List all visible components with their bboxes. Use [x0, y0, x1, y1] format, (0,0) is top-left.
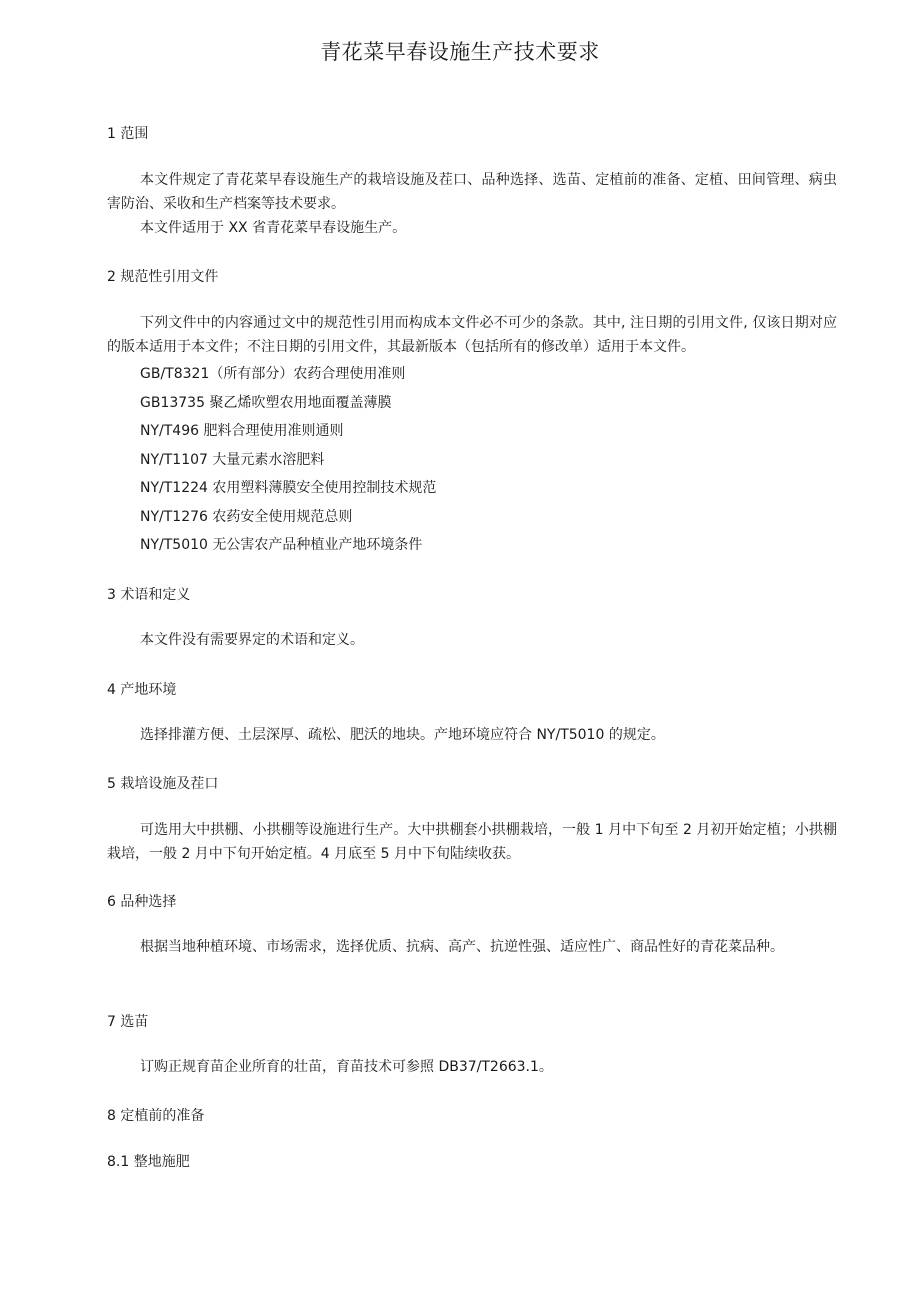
section-heading-preparation: 8 定植前的准备 [107, 1108, 205, 1124]
reference-item: NY/T1224 农用塑料薄膜安全使用控制技术规范 [140, 480, 437, 496]
section-heading-variety: 6 品种选择 [107, 894, 177, 910]
reference-item: NY/T496 肥料合理使用准则通则 [140, 423, 344, 439]
seedling-paragraph: 订购正规育苗企业所育的壮苗，育苗技术可参照 DB37/T2663.1。 [140, 1059, 553, 1075]
subsection-heading-soil-fertilization: 8.1 整地施肥 [107, 1154, 190, 1170]
terms-paragraph: 本文件没有需要界定的术语和定义。 [140, 632, 364, 648]
normative-references-paragraph: 下列文件中的内容通过文中的规范性引用而构成本文件必不可少的条款。其中, 注日期的引用文件, 仅该日期对应的版本适用于本文件；不注日期的引用文件，其最新版本（包括所有的修改单）适用于本文件。 [107, 315, 837, 355]
reference-item: NY/T5010 无公害农产品种植业产地环境条件 [140, 537, 423, 553]
scope-applicability: 本文件适用于 XX 省青花菜早春设施生产。 [140, 220, 407, 236]
variety-paragraph: 根据当地种植环境、市场需求，选择优质、抗病、高产、抗逆性强、适应性广、商品性好的青花菜品种。 [140, 939, 784, 955]
section-heading-normative-references: 2 规范性引用文件 [107, 269, 219, 285]
section-heading-environment: 4 产地环境 [107, 682, 177, 698]
section-heading-terms: 3 术语和定义 [107, 587, 191, 603]
section-heading-facilities: 5 栽培设施及茬口 [107, 776, 219, 792]
facilities-paragraph: 可选用大中拱棚、小拱棚等设施进行生产。大中拱棚套小拱棚栽培，一般 1 月中下旬至 2 月初开始定植；小拱棚栽培，一般 2 月中下旬开始定植。4 月底至 5 月中下旬陆续收获。 [107, 822, 837, 862]
section-heading-scope: 1 范围 [107, 126, 149, 142]
reference-item: NY/T1276 农药安全使用规范总则 [140, 509, 353, 525]
scope-paragraph: 本文件规定了青花菜早春设施生产的栽培设施及茬口、品种选择、选苗、定植前的准备、定植、田间管理、病虫害防治、采收和生产档案等技术要求。 [107, 172, 837, 212]
environment-paragraph: 选择排灌方便、土层深厚、疏松、肥沃的地块。产地环境应符合 NY/T5010 的规定。 [140, 727, 665, 743]
reference-item: NY/T1107 大量元素水溶肥料 [140, 452, 325, 468]
reference-item: GB/T8321（所有部分）农药合理使用准则 [140, 366, 406, 382]
section-heading-seedling: 7 选苗 [107, 1014, 149, 1030]
reference-item: GB13735 聚乙烯吹塑农用地面覆盖薄膜 [140, 395, 392, 411]
document-title: 青花菜早春设施生产技术要求 [320, 40, 600, 64]
